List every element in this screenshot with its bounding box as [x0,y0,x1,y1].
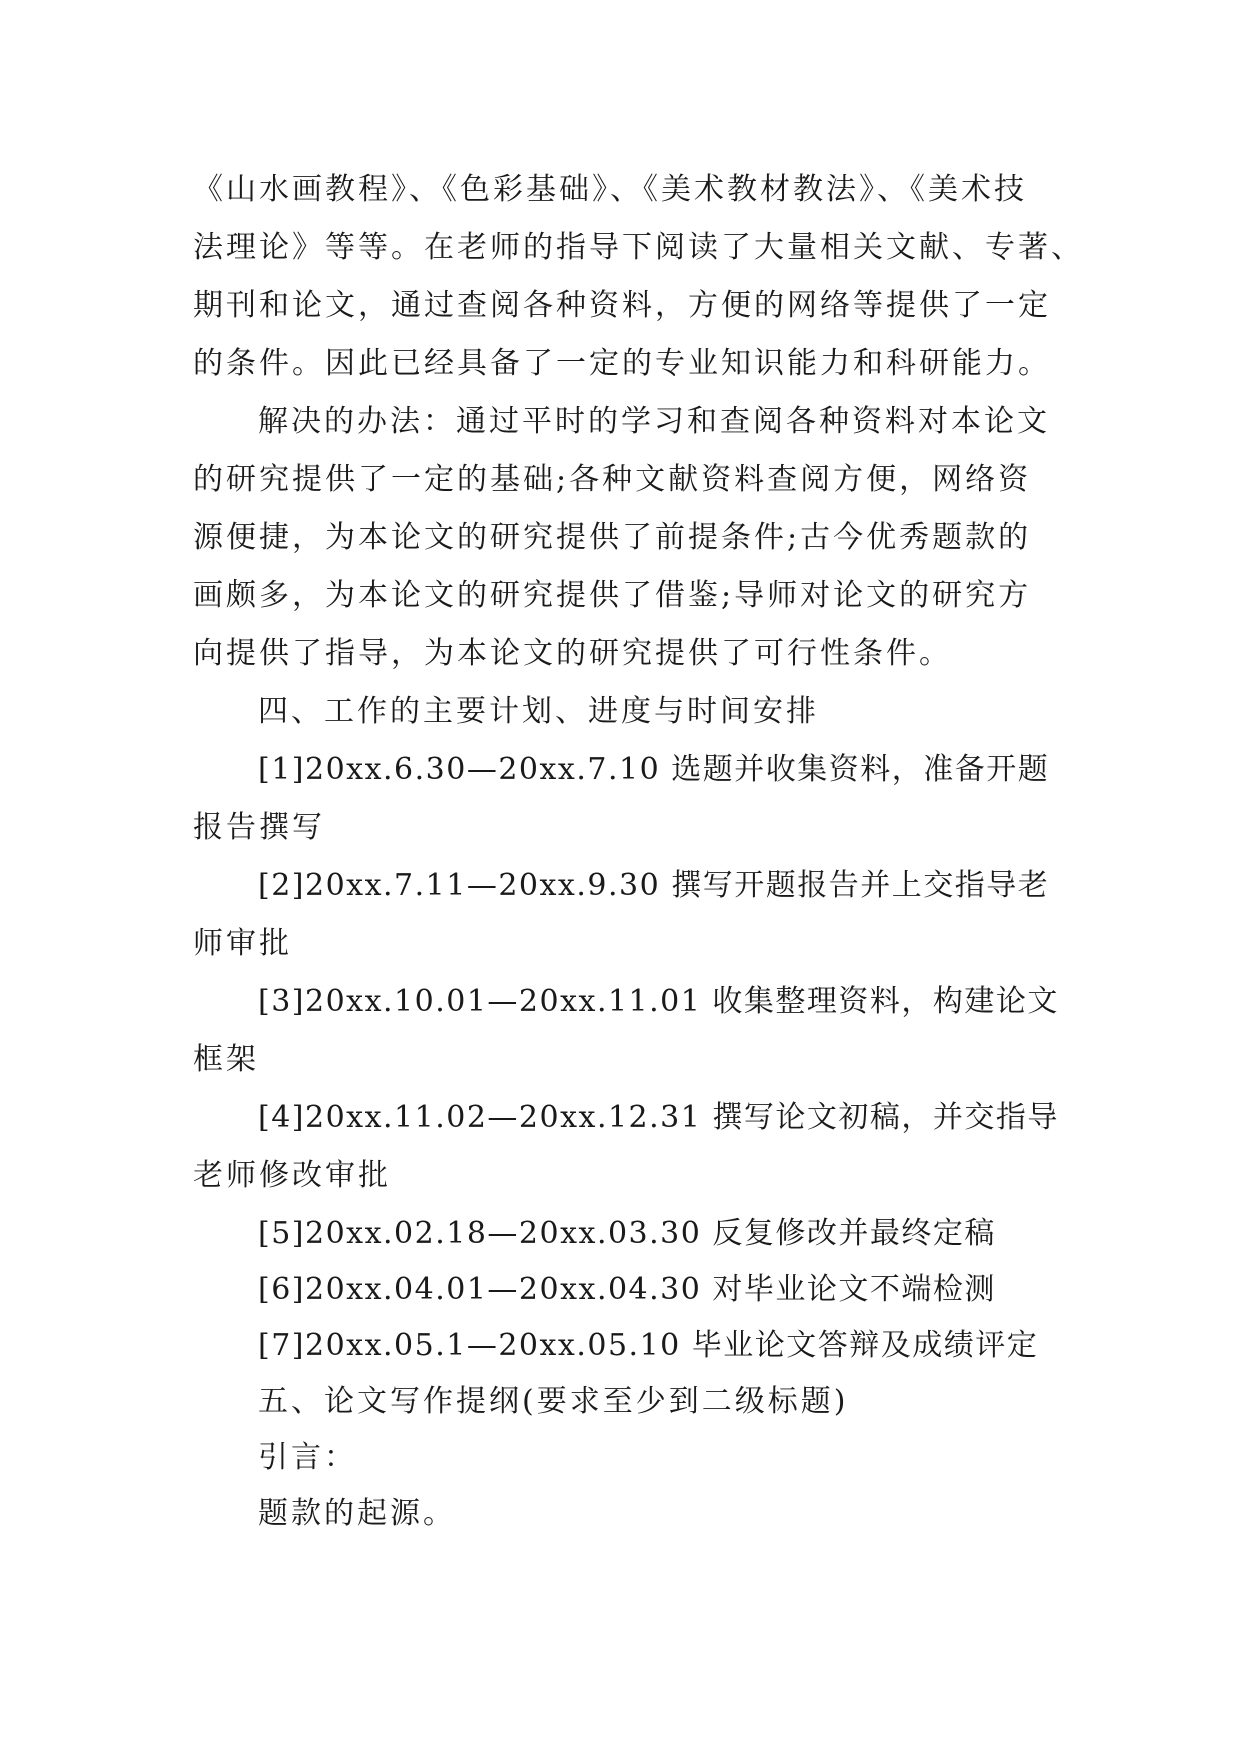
section-heading: 四、工作的主要计划、进度与时间安排 [258,694,819,729]
outline-item: 引言： [258,1440,357,1475]
section-heading: 五、论文写作提纲(要求至少到二级标题) [258,1384,849,1419]
schedule-item-continuation: 报告撰写 [193,810,325,845]
paragraph-line: 期刊和论文，通过查阅各种资料，方便的网络等提供了一定 [193,288,1051,323]
paragraph-line: 的条件。因此已经具备了一定的专业知识能力和科研能力。 [193,346,1051,381]
paragraph-line: 解决的办法：通过平时的学习和查阅各种资料对本论文 [258,404,1050,439]
schedule-item: [2]20xx.7.11—20xx.9.30 撰写开题报告并上交指导老 [258,868,1050,903]
outline-item: 题款的起源。 [258,1496,456,1531]
schedule-item: [5]20xx.02.18—20xx.03.30 反复修改并最终定稿 [258,1216,996,1251]
schedule-item: [1]20xx.6.30—20xx.7.10 选题并收集资料，准备开题 [258,752,1050,787]
schedule-item-continuation: 师审批 [193,926,292,961]
schedule-item: [7]20xx.05.1—20xx.05.10 毕业论文答辩及成绩评定 [258,1328,1039,1363]
schedule-item-continuation: 框架 [193,1042,259,1077]
schedule-item: [3]20xx.10.01—20xx.11.01 收集整理资料，构建论文 [258,984,1059,1019]
paragraph-line: 向提供了指导，为本论文的研究提供了可行性条件。 [193,636,952,671]
paragraph-line: 的研究提供了一定的基础;各种文献资料查阅方便，网络资 [193,462,1032,497]
schedule-item-continuation: 老师修改审批 [193,1158,391,1193]
schedule-item: [4]20xx.11.02—20xx.12.31 撰写论文初稿，并交指导 [258,1100,1059,1135]
paragraph-line: 法理论》等等。在老师的指导下阅读了大量相关文献、专著、 [193,230,1084,265]
schedule-item: [6]20xx.04.01—20xx.04.30 对毕业论文不端检测 [258,1272,996,1307]
paragraph-line: 《山水画教程》、《色彩基础》、《美术教材教法》、《美术技 [193,172,1027,207]
paragraph-line: 源便捷，为本论文的研究提供了前提条件;古今优秀题款的 [193,520,1032,555]
paragraph-line: 画颇多，为本论文的研究提供了借鉴;导师对论文的研究方 [193,578,1032,613]
